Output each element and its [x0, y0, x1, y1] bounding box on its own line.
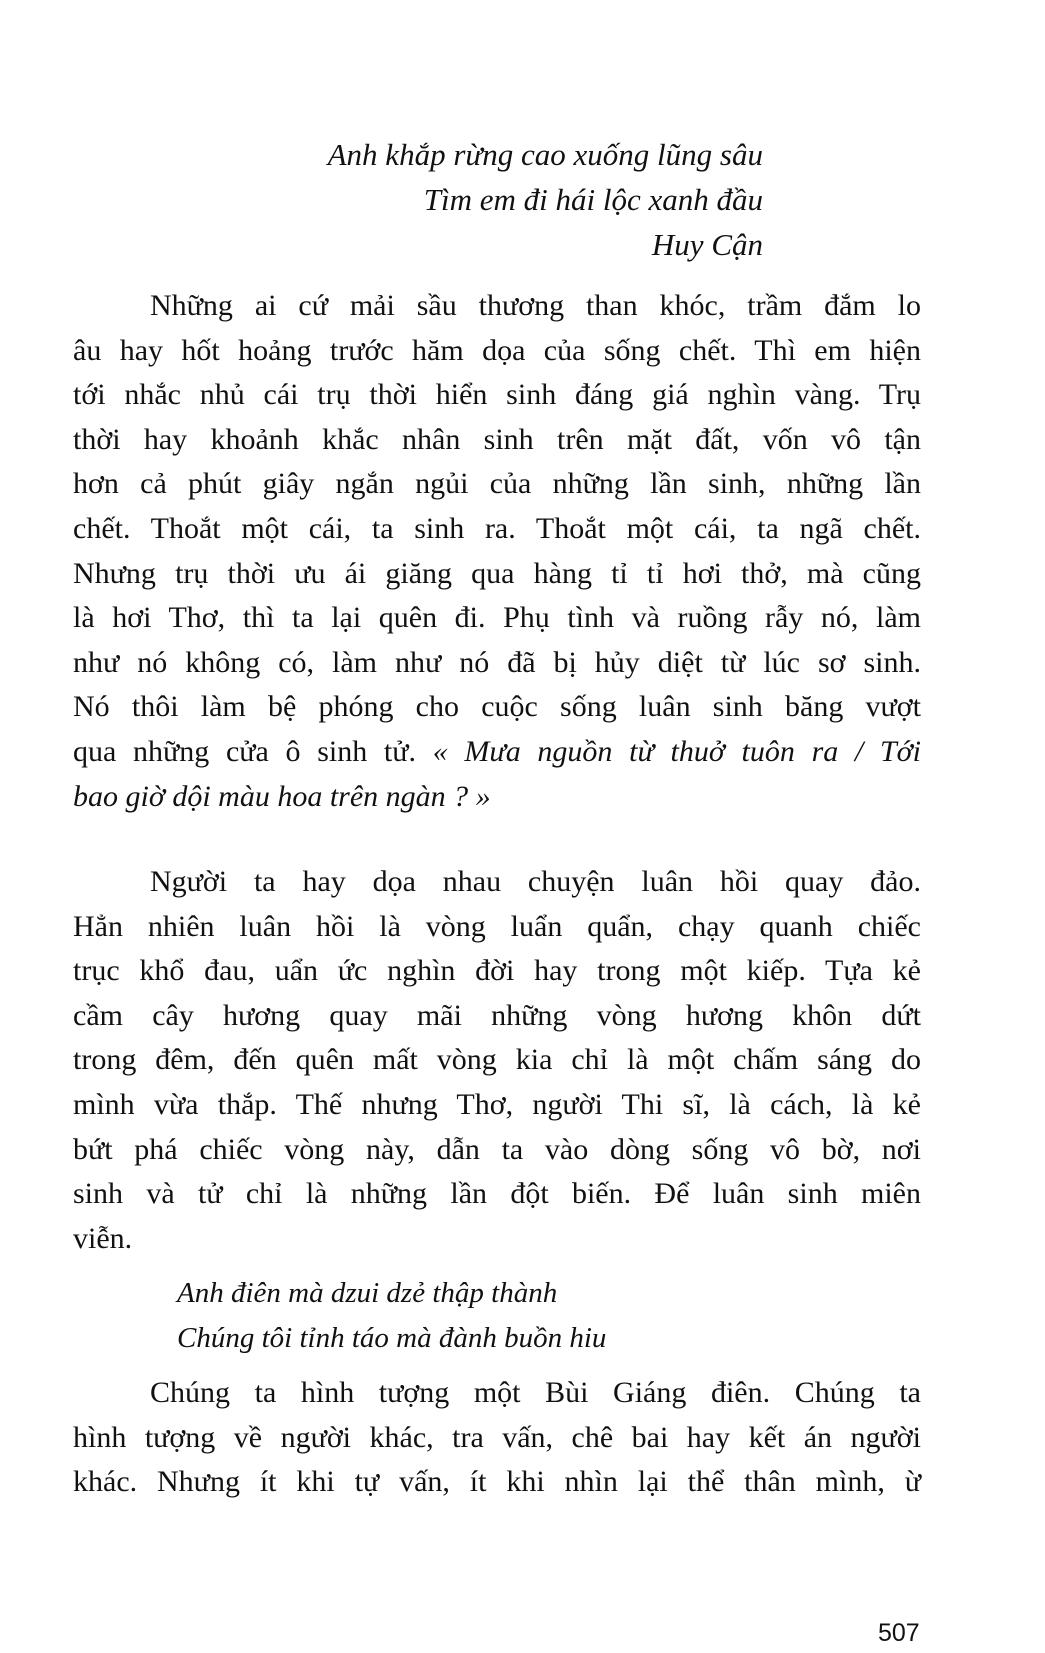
poem-line: Chúng tôi tỉnh táo mà đành buồn hiu: [177, 1322, 607, 1354]
text-line: viễn.: [73, 1221, 133, 1255]
text-line: hình tượng về người khác, tra vấn, chê bai hay kết án người: [73, 1420, 921, 1454]
epigraph: [243, 132, 763, 267]
text-line: là hơi Thơ, thì ta lại quên đi. Phụ tình và ruồng rẫy nó, làm: [73, 601, 921, 635]
text-line: hơn cả phút giây ngắn ngủi của những lần sinh, những lần: [73, 467, 921, 501]
page-number: 507: [878, 1619, 920, 1647]
text-line: trục khổ đau, uẩn ức nghìn đời hay trong một kiếp. Tựa kẻ: [73, 954, 921, 988]
epigraph-line: Tìm em đi hái lộc xanh đầu: [423, 182, 763, 217]
text-line: âu hay hốt hoảng trước hăm dọa của sống chết. Thì em hiện: [73, 333, 921, 367]
text-line: trong đêm, đến quên mất vòng kia chỉ là một chấm sáng do: [73, 1043, 921, 1077]
text-line-mixed: [73, 730, 921, 775]
text-plain: qua những cửa ô sinh tử.: [73, 734, 433, 768]
text-line: Những ai cứ mải sầu thương than khóc, trầm đắm lo: [150, 289, 921, 322]
text-line: [73, 775, 921, 820]
text-line: Nhưng trụ thời ưu ái giăng qua hàng tỉ tỉ hơi thở, mà cũng: [73, 556, 921, 590]
text-line: Người ta hay dọa nhau chuyện luân hồi quay đảo.: [150, 865, 921, 898]
text-line: mình vừa thắp. Thế nhưng Thơ, người Thi sĩ, là cách, là kẻ: [73, 1087, 921, 1121]
text-line: Chúng ta hình tượng một Bùi Giáng điên. Chúng ta: [150, 1376, 921, 1409]
text-line: bứt phá chiếc vòng này, dẫn ta vào dòng sống vô bờ, nơi: [73, 1132, 921, 1166]
text-line: cầm cây hương quay mãi những vòng hương khôn dứt: [73, 998, 921, 1032]
text-line: khác. Nhưng ít khi tự vấn, ít khi nhìn lại thể thân mình, ừ: [73, 1465, 921, 1499]
paragraph-1: [73, 284, 921, 819]
poem-line: Anh điên mà dzui dzẻ thập thành: [177, 1277, 558, 1309]
text-line: Hẳn nhiên luân hồi là vòng luẩn quẩn, chạy quanh chiếc: [73, 909, 921, 943]
text-line: sinh và tử chỉ là những lần đột biến. Để luân sinh miên: [73, 1177, 921, 1211]
text-line: chết. Thoắt một cái, ta sinh ra. Thoắt một cái, ta ngã chết.: [73, 511, 921, 545]
text-line: thời hay khoảnh khắc nhân sinh trên mặt đất, vốn vô tận: [73, 422, 921, 456]
quote-italic: « Mưa nguồn từ thuở tuôn ra / Tới: [432, 734, 921, 768]
epigraph-line: Anh khắp rừng cao xuống lũng sâu: [327, 137, 763, 172]
text-line: như nó không có, làm như nó đã bị hủy diệt từ lúc sơ sinh.: [73, 645, 921, 679]
paragraph-2: [73, 860, 921, 1261]
quote-italic: bao giờ dội màu hoa trên ngàn ? »: [73, 779, 491, 813]
paragraph-3: [73, 1371, 921, 1505]
text-line: Nó thôi làm bệ phóng cho cuộc sống luân sinh băng vượt: [73, 690, 921, 724]
epigraph-author: Huy Cận: [651, 227, 763, 262]
poem-quote: [177, 1271, 606, 1361]
text-line: tới nhắc nhủ cái trụ thời hiển sinh đáng giá nghìn vàng. Trụ: [73, 378, 921, 412]
